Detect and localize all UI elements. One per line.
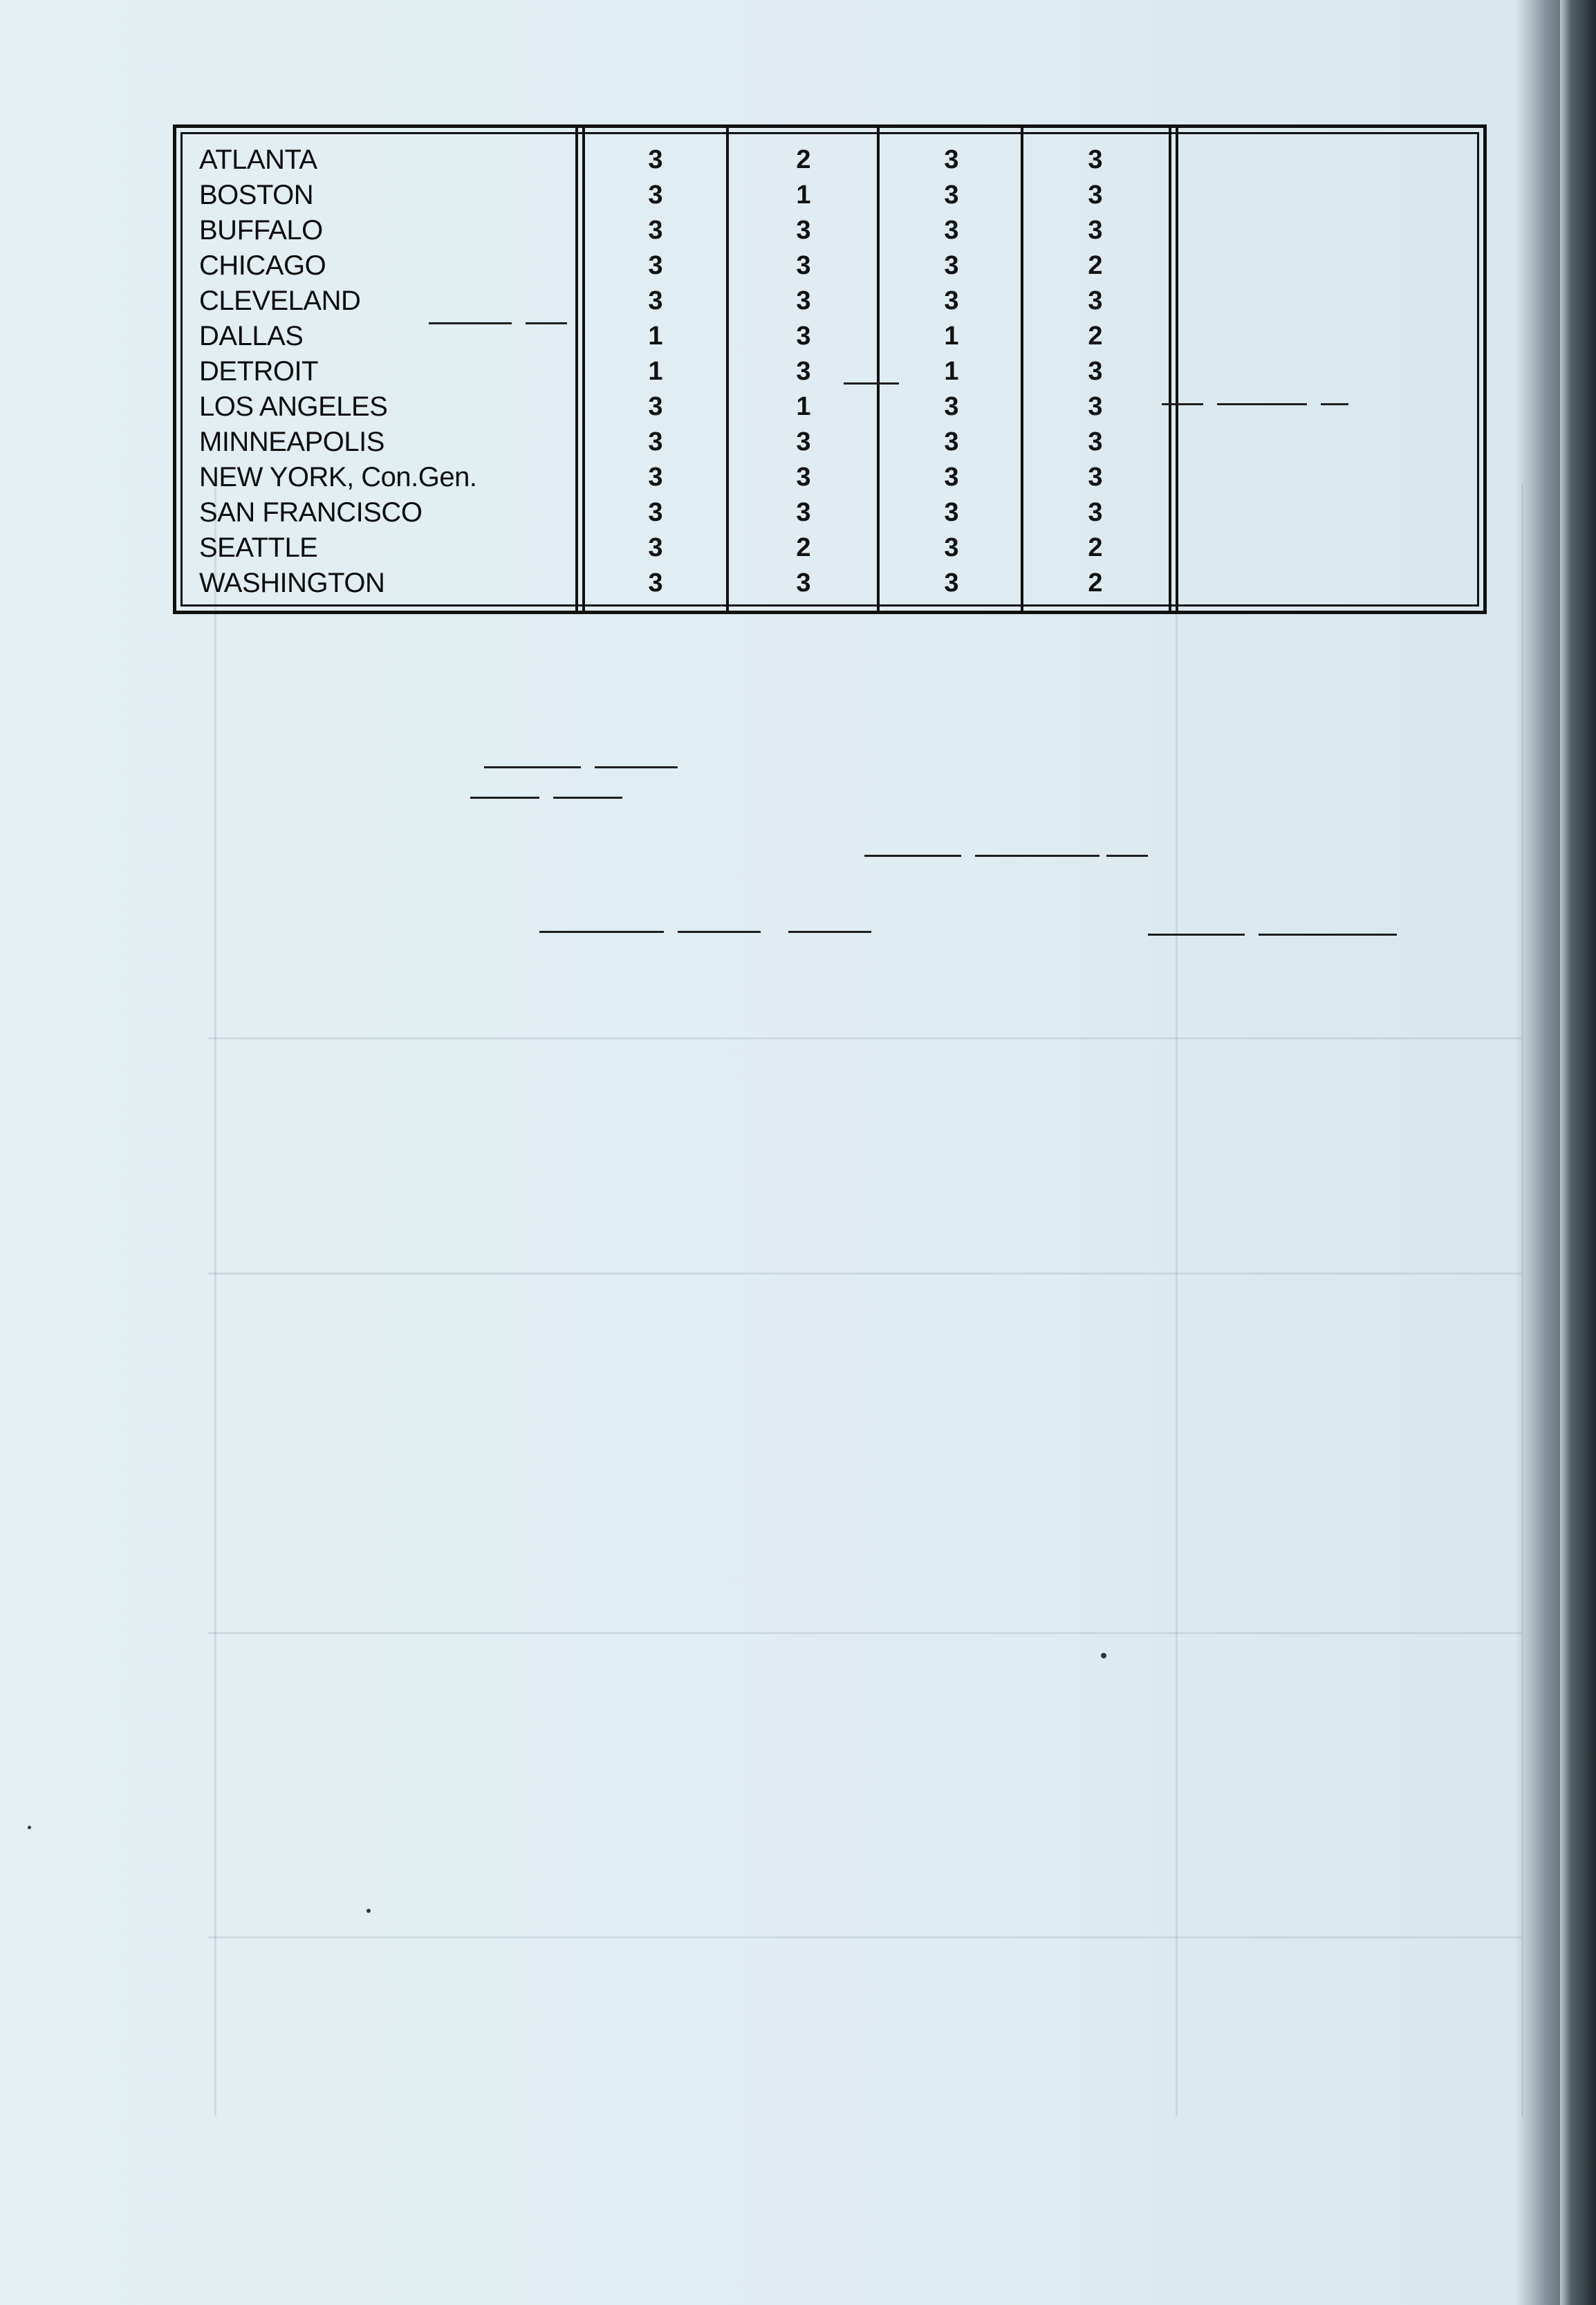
score-cell: 3 [944,568,959,598]
column-divider [575,124,578,614]
show-through-rule [1176,484,1178,2116]
dash-mark [595,766,678,768]
score-column-1 [635,142,676,601]
dash-mark [553,797,622,799]
score-cell: 2 [796,533,811,562]
score-cell: 1 [648,322,663,351]
score-column-2 [783,142,824,601]
column-divider [1021,124,1023,614]
city-name: NEW YORK, Con.Gen. [199,462,477,492]
dash-mark [788,931,871,933]
column-divider [877,124,880,614]
city-name: CLEVELAND [199,286,361,316]
dash-mark [1259,934,1397,936]
score-column-4 [1075,142,1116,601]
city-name: BUFFALO [199,215,323,246]
score-cell: 3 [648,216,663,245]
score-cell: 3 [796,357,811,386]
score-cell: 1 [796,392,811,421]
column-divider [726,124,729,614]
score-cell: 3 [1088,286,1103,315]
score-cell: 3 [796,286,811,315]
score-cell: 3 [796,322,811,351]
score-cell: 2 [1088,533,1103,562]
score-cell: 3 [944,533,959,562]
dash-mark [975,855,1099,857]
score-cell: 1 [648,357,663,386]
ink-speck [366,1909,371,1913]
score-cell: 3 [944,498,959,527]
city-name: WASHINGTON [199,568,385,598]
score-cell: 2 [1088,322,1103,351]
score-cell: 3 [648,463,663,492]
score-cell: 2 [1088,251,1103,280]
dash-mark [1148,934,1245,936]
dash-mark [1217,403,1307,405]
score-cell: 3 [648,568,663,598]
score-cell: 3 [1088,392,1103,421]
city-name: SAN FRANCISCO [199,497,423,528]
dash-mark [470,797,539,799]
ink-speck [1101,1653,1106,1658]
city-column [199,142,477,601]
score-cell: 3 [648,145,663,174]
score-cell: 1 [944,357,959,386]
score-cell: 2 [796,145,811,174]
score-cell: 3 [944,463,959,492]
dash-mark [678,931,761,933]
score-cell: 3 [648,180,663,210]
score-cell: 3 [944,427,959,456]
score-cell: 3 [796,568,811,598]
score-cell: 3 [1088,180,1103,210]
score-cell: 3 [944,392,959,421]
show-through-rule [214,484,216,2116]
show-through-rule [1521,484,1523,2116]
score-cell: 3 [648,533,663,562]
score-cell: 3 [1088,427,1103,456]
dash-mark [484,766,581,768]
score-cell: 3 [796,251,811,280]
score-cell: 2 [1088,568,1103,598]
score-cell: 3 [944,180,959,210]
score-cell: 3 [944,216,959,245]
city-name: SEATTLE [199,533,318,563]
dash-mark [844,382,899,385]
score-cell: 3 [648,286,663,315]
show-through-rule [207,1936,1521,1938]
score-cell: 3 [1088,145,1103,174]
city-name: DETROIT [199,356,319,387]
dash-mark [526,322,567,324]
score-cell: 3 [796,498,811,527]
score-cell: 3 [944,286,959,315]
city-name: BOSTON [199,180,314,210]
score-cell: 3 [648,392,663,421]
score-cell: 1 [796,180,811,210]
score-cell: 1 [944,322,959,351]
city-name: MINNEAPOLIS [199,427,384,457]
score-cell: 3 [944,145,959,174]
score-cell: 3 [1088,216,1103,245]
ink-speck [28,1826,31,1829]
city-name: DALLAS [199,321,304,351]
dash-mark [1321,403,1348,405]
show-through-rule [207,1632,1521,1634]
dash-mark [429,322,512,324]
city-name: LOS ANGELES [199,391,388,422]
column-divider [582,124,585,614]
score-cell: 3 [1088,357,1103,386]
dash-mark [1162,403,1203,405]
score-column-3 [931,142,972,601]
score-cell: 3 [796,216,811,245]
city-name: CHICAGO [199,250,326,281]
score-cell: 3 [648,498,663,527]
dash-mark [539,931,664,933]
city-name: ATLANTA [199,145,317,175]
score-cell: 3 [648,427,663,456]
score-cell: 3 [944,251,959,280]
score-cell: 3 [1088,498,1103,527]
dash-mark [1106,855,1148,857]
show-through-rule [207,1272,1521,1275]
column-divider [1169,124,1171,614]
score-cell: 3 [648,251,663,280]
score-cell: 3 [796,427,811,456]
dash-mark [864,855,961,857]
column-divider [1176,124,1178,614]
score-cell: 3 [796,463,811,492]
show-through-rule [207,1037,1521,1039]
score-cell: 3 [1088,463,1103,492]
page-edge-shadow [1560,0,1596,2305]
